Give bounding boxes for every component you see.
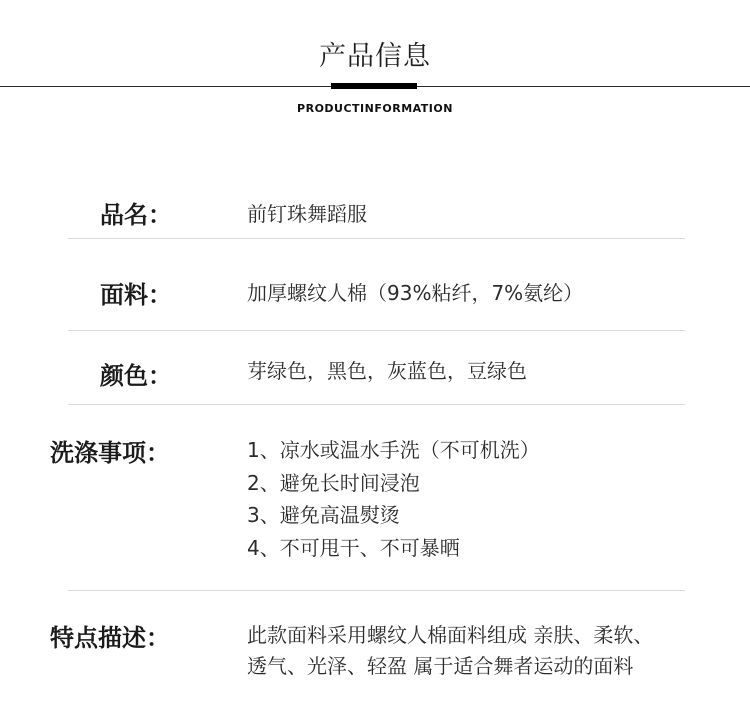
title-accent-bar	[331, 83, 417, 89]
page-title: 产品信息	[319, 41, 431, 72]
care-line-2: 2、避免长时间浸泡	[247, 471, 420, 495]
fabric-value: 加厚螺纹人棉（93%粘纤，7%氨纶）	[247, 281, 584, 305]
color-value: 芽绿色，黑色，灰蓝色，豆绿色	[247, 359, 527, 383]
features-line-2: 透气、光泽、轻盈 属于适合舞者运动的面料	[247, 654, 634, 678]
row-divider	[68, 330, 685, 331]
features-label: 特点描述：	[50, 624, 170, 652]
color-label: 颜色：	[100, 362, 172, 390]
product-name-value: 前钉珠舞蹈服	[247, 202, 367, 226]
row-divider	[68, 404, 685, 405]
care-line-4: 4、不可甩干、不可暴晒	[247, 536, 460, 560]
row-divider	[68, 238, 685, 239]
features-line-1: 此款面料采用螺纹人棉面料组成 亲肤、柔软、	[247, 623, 654, 647]
product-name-label: 品名：	[100, 201, 172, 229]
page-subtitle: PRODUCTINFORMATION	[297, 102, 453, 115]
care-line-3: 3、避免高温熨烫	[247, 503, 400, 527]
care-line-1: 1、凉水或温水手洗（不可机洗）	[247, 438, 540, 462]
care-label: 洗涤事项：	[50, 439, 170, 467]
row-divider	[68, 590, 685, 591]
fabric-label: 面料：	[100, 281, 172, 309]
